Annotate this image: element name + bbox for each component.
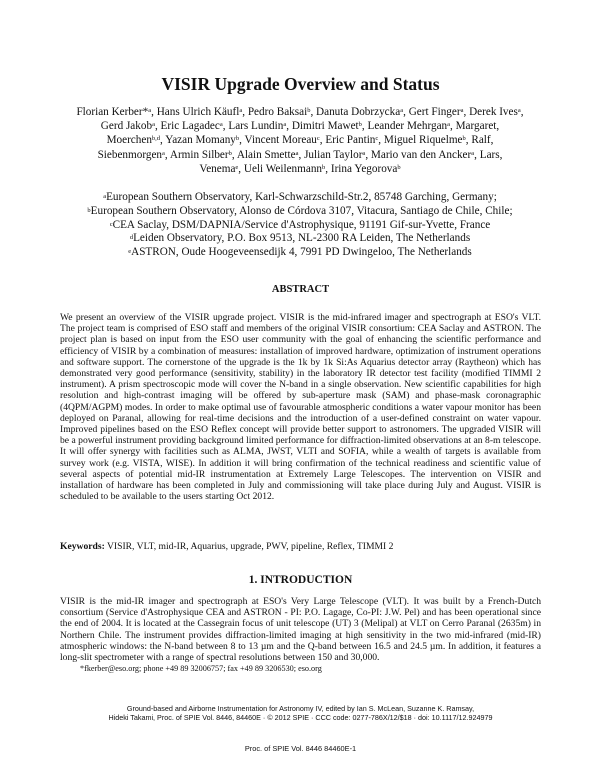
author-name: Leander Mehrgan <box>367 120 448 133</box>
author-name: Armin Silber <box>169 148 229 161</box>
keywords-list: VISIR, VLT, mid-IR, Aquarius, upgrade, PWV, pipeline, Reflex, TIMMI 2 <box>104 541 394 552</box>
author-affiliation-mark: a <box>460 107 464 114</box>
affiliation <box>50 205 550 219</box>
author-name: Ralf <box>471 134 491 147</box>
author-affiliation-mark: a <box>148 107 152 114</box>
author-name: Dimitri Mawet <box>291 120 359 133</box>
affiliation-mark: e <box>128 248 132 256</box>
keywords-label: Keywords: <box>60 541 105 552</box>
author-affiliation-mark: b <box>322 163 326 171</box>
affiliation <box>50 219 550 233</box>
author-name: Irina Yegorova <box>330 162 398 175</box>
author-affiliation-mark: b,d <box>151 135 161 143</box>
author-name: Julian Taylor <box>304 148 363 161</box>
page-footer: Proc. of SPIE Vol. 8446 84460E-1 <box>244 744 357 753</box>
author-affiliation-mark: a <box>362 149 366 157</box>
author-name: Gert Finger <box>408 106 461 118</box>
author-line: Venema$^e$, Ueli Weilenmann$^b$, Irina Yegorova$^b$ <box>199 162 401 175</box>
author-name: Siebenmorgen <box>97 148 162 161</box>
author-affiliation-mark: c <box>316 135 320 143</box>
keywords <box>60 541 541 552</box>
author-name: Moerchen <box>106 134 152 147</box>
author-affiliation-mark: b <box>228 149 232 157</box>
citation <box>60 704 541 722</box>
affiliation-text: CEA Saclay, DSM/DAPNIA/Service d'Astrophysique, 91191 Gif-sur-Yvette, France <box>112 218 491 231</box>
author-affiliation-mark: a <box>517 107 521 114</box>
author-line: Gerd Jakob$^a$, Eric Lagadec$^a$, Lars Lundin$^a$, Dimitri Mawet$^b$, Leander Mehrgan$^a$, Margaret, <box>100 120 500 133</box>
affiliation-text: ASTRON, Oude Hoogeveensedijk 4, 7991 PD Dwingeloo, The Netherlands <box>131 246 472 259</box>
affiliation-mark: a <box>103 193 107 200</box>
author-affiliation-mark: b <box>307 107 311 114</box>
author-affiliation-mark: c <box>375 135 379 143</box>
author-affiliation-mark: a <box>152 121 155 129</box>
author-name: Vincent Moreau <box>244 134 317 147</box>
author-affiliation-mark: a <box>447 121 451 129</box>
affiliation-mark: d <box>129 234 134 242</box>
author-name: Pedro Baksai <box>247 106 308 118</box>
author-affiliation-mark: a <box>162 149 165 157</box>
author-name: Gerd Jakob <box>100 120 153 133</box>
author-list <box>50 105 550 176</box>
author-affiliation-mark: b <box>235 135 240 143</box>
affiliation-list <box>50 191 550 260</box>
affiliation <box>50 191 550 205</box>
author-name: Alain Smette <box>236 148 296 161</box>
author-name: Derek Ives <box>469 106 518 118</box>
author-affiliation-mark: a <box>283 121 287 129</box>
abstract-heading: ABSTRACT <box>271 284 330 295</box>
author-affiliation-mark: a <box>471 149 475 157</box>
author-name: Yazan Momany <box>165 134 236 147</box>
author-line: Moerchen$^{b,d}$, Yazan Momany$^b$, Vincent Moreau$^c$, Eric Pantin$^c$, Miguel Riquelme$^b$, Ralf, <box>106 134 494 147</box>
section-heading-introduction: 1. INTRODUCTION <box>248 574 353 586</box>
author-name: Margaret <box>455 120 497 133</box>
author-affiliation-mark: b <box>397 163 401 171</box>
author-name: Danuta Dobrzycka <box>316 106 401 118</box>
author-name: Lars Lundin <box>228 120 284 133</box>
author-name: Mario van den Ancker <box>370 148 472 161</box>
author-affiliation-mark: e <box>235 163 239 171</box>
author-affiliation-mark: a <box>219 121 223 129</box>
author-name: Eric Pantin <box>325 134 376 147</box>
author-affiliation-mark: a <box>239 107 243 114</box>
author-line: Florian Kerber*$^a$, Hans Ulrich Käufl$^a$, Pedro Baksai$^b$, Danuta Dobrzycka$^a$, Gert Finger$^a$, Derek Ives$^a$, <box>76 106 524 118</box>
citation-line: Hideki Takami, Proc. of SPIE Vol. 8446, 84460E · © 2012 SPIE · CCC code: 0277-786X/12/$18 · doi: 10.1117/12.924979 <box>108 713 493 722</box>
citation-line: Ground-based and Airborne Instrumentation for Astronomy IV, edited by Ian S. McLean, Suzanne K. Ramsay, <box>126 704 475 713</box>
affiliation-text: Leiden Observatory, P.O. Box 9513, NL-2300 RA Leiden, The Netherlands <box>133 232 471 245</box>
affiliation-mark: b <box>87 206 91 214</box>
affiliation-text: European Southern Observatory, Karl-Schwarzschild-Str.2, 85748 Garching, Germany; <box>106 191 497 203</box>
author-name: Florian Kerber* <box>76 106 149 118</box>
affiliation <box>50 232 550 246</box>
author-name: Hans Ulrich Käufl <box>156 106 240 118</box>
author-name: Eric Lagadec <box>160 120 220 133</box>
author-affiliation-mark: b <box>462 135 466 143</box>
author-name: Venema <box>199 162 236 175</box>
introduction-text: VISIR is the mid-IR imager and spectrograph at ESO's Very Large Telescope (VLT). It was built by a French-Dutch consortium (Service d'Astrophysique CEA and ASTRON - PI: P.O. Lagage, Co-PI: J.W. Pel) and has been operational since the end of 2004. It is located at the Cassegrain focus of unit telescope (UT) 3 (Melipal) at VLT on Cerro Paranal (2635m) in Northern Chile. The instrument provides diffraction-limited imaging at high sensitivity in the two mid-infrared (mid-IR) atmospheric windows: the N-band between 8 to 13 µm and the Q-band between 16.5 and 24.5 µm. In addition, it features a long-slit spectrometer with a range of spectral resolutions between 150 and 30,000. <box>60 596 541 664</box>
affiliation-text: European Southern Observatory, Alonso de Córdova 3107, Vitacura, Santiago de Chile, Chile; <box>90 204 513 217</box>
author-name: Lars <box>479 148 500 161</box>
author-line: Siebenmorgen$^a$, Armin Silber$^b$, Alain Smette$^a$, Julian Taylor$^a$, Mario van den Ancker$^a$, Lars, <box>97 148 503 161</box>
paper-title: VISIR Upgrade Overview and Status <box>161 74 440 94</box>
author-affiliation-mark: a <box>295 149 299 157</box>
footnote: *fkerber@eso.org; phone +49 89 32006757; fax +49 89 3206530; eso.org <box>80 664 322 673</box>
affiliation <box>50 246 550 260</box>
abstract-text: We present an overview of the VISIR upgrade project. VISIR is the mid-infrared imager and spectrograph at ESO's VLT. The project team is comprised of ESO staff and members of the original VISIR consortium: CEA Saclay and ASTRON. The project plan is based on input from the ESO user community with the goal of enhancing the scientific performance and efficiency of VISIR by a combination of measures: installation of improved hardware, optimization of instrument operations and software support. The cornerstone of the upgrade is the 1k by 1k Si:As Aquarius detector array (Raytheon) which has demonstrated very good performance (sensitivity, stability) in the laboratory IR detector test facility (modified TIMMI 2 instrument). A prism spectroscopic mode will cover the N-band in a single observation. New scientific capabilities for high resolution and high-contrast imaging will be offered by sub-aperture mask (SAM) and phase-mask coronagraphic (4QPM/AGPM) modes. In order to make optimal use of favourable atmospheric conditions a water vapour monitor has been deployed on Paranal, allowing for real-time decisions and the introduction of a user-defined constraint on water vapour. Improved pipelines based on the ESO Reflex concept will provide better support to astronomers. The upgraded VISIR will be a powerful instrument providing background limited performance for diffraction-limited observations at an 8-m telescope. It will offer synergy with facilities such as ALMA, JWST, VLTI and SOFIA, while a wealth of targets is available from survey work (e.g. VISTA, WISE). In addition it will bring confirmation of the technical readiness and scientific value of several aspects of potential mid-IR instrumentation at Extremely Large Telescopes. The intervention on VISIR and installation of hardware has been completed in July and commissioning will take place during July and August. VISIR is scheduled to be available to the users starting Oct 2012. <box>60 312 541 503</box>
affiliation-mark: c <box>109 220 113 228</box>
author-affiliation-mark: b <box>358 121 362 129</box>
author-name: Ueli Weilenmann <box>243 162 323 175</box>
author-affiliation-mark: a <box>400 107 404 114</box>
author-name: Miguel Riquelme <box>383 134 463 147</box>
